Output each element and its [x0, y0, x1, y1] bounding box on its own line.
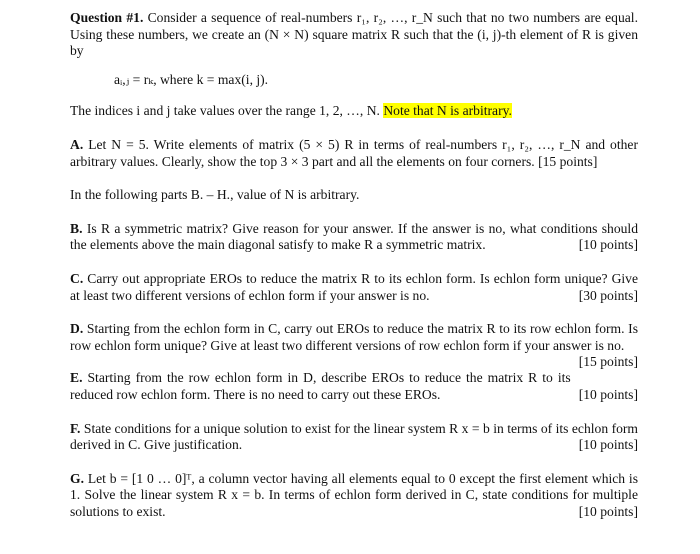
part-f-points: [10 points] — [578, 437, 638, 453]
part-e-points: [10 points] — [578, 386, 638, 402]
part-c-text: Carry out appropriate EROs to reduce the matrix R to its echlon form. Is echlon form unique? Give at least two different versions of echlon form if your answer is no. — [70, 270, 638, 303]
indices-statement — [70, 103, 638, 120]
part-g — [70, 471, 638, 521]
part-a-label: A. — [70, 136, 84, 152]
part-d-label: D. — [70, 321, 84, 337]
part-b-label: B. — [70, 220, 83, 236]
question-intro-text: Consider a sequence of real-numbers r₁, r₂, …, r_N such that no two numbers are equal. Using these numbers, we create an (N × N) square matrix R such that the (i, j)-th element of R is given by — [70, 10, 638, 59]
part-c-label: C. — [70, 270, 84, 286]
part-b — [70, 221, 638, 254]
part-a-text: Let N = 5. Write elements of matrix (5 × 5) R in terms of real-numbers r₁, r₂, …, r_N and other arbitrary values. Clearly, show the top 3 × 3 part and all the elements on four corners. — [70, 136, 638, 169]
part-b-text: Is R a symmetric matrix? Give reason for your answer. If the answer is no, what conditions should the elements above the main diagonal satisfy to make R a symmetric matrix. — [70, 220, 638, 253]
part-e — [70, 370, 638, 403]
indices-text: The indices i and j take values over the range 1, 2, …, N. — [70, 103, 380, 119]
highlighted-note: Note that N is arbitrary. — [383, 103, 512, 119]
part-e-label: E. — [70, 370, 83, 386]
part-a-points: [15 points] — [538, 153, 598, 169]
part-b-points: [10 points] — [578, 237, 638, 253]
matrix-element-formula: aᵢ,ⱼ = rₖ, where k = max(i, j). — [114, 71, 269, 87]
part-c-points: [30 points] — [578, 287, 638, 303]
question-intro — [70, 10, 638, 60]
part-c — [70, 271, 638, 304]
arbitrary-n-note: In the following parts B. – H., value of N is arbitrary. — [70, 187, 360, 203]
part-a — [70, 137, 638, 170]
question-label: Question #1. — [70, 10, 144, 25]
part-d-points: [15 points] — [578, 354, 638, 370]
part-f-label: F. — [70, 420, 81, 436]
part-f — [70, 421, 638, 454]
part-g-text: Let b = [1 0 … 0]ᵀ, a column vector having all elements equal to 0 except the first element which is 1. Solve the linear system R x = b. In terms of echlon form derived in C, state conditions for multiple solutions to exist. — [70, 470, 639, 519]
part-d — [70, 321, 638, 370]
part-g-points: [10 points] — [578, 503, 638, 519]
part-g-label: G. — [70, 470, 84, 486]
part-f-text: State conditions for a unique solution to exist for the linear system R x = b in terms of its echlon form derived in C. Give justification. — [70, 420, 639, 453]
part-e-text: Starting from the row echlon form in D, describe EROs to reduce the matrix R to its reduced row echlon form. There is no need to carry out these EROs. — [70, 370, 571, 402]
part-d-text: Starting from the echlon form in C, carry out EROs to reduce the matrix R to its row echlon form. Is row echlon form unique? Give at least two different versions of row echlon form if your answer is no. — [70, 321, 638, 353]
